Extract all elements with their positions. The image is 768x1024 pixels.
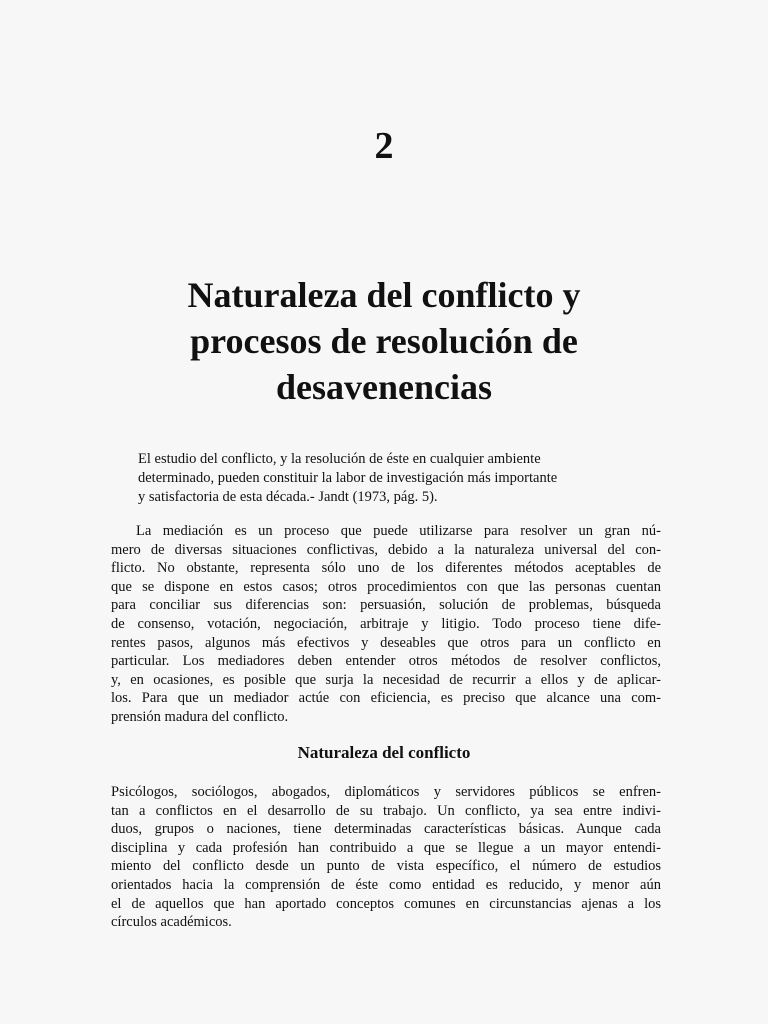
paragraph-line: el de aquellos que han aportado conceptos comunes en circunstancias ajenas a los [111, 895, 661, 912]
section-paragraph [111, 783, 661, 932]
paragraph-line: La mediación es un proceso que puede utilizarse para resolver un gran nú- [136, 523, 661, 539]
paragraph-line: para conciliar sus diferencias son: persuasión, solución de problemas, búsqueda [111, 597, 661, 614]
paragraph-line: prensión madura del conflicto. [111, 708, 289, 725]
paragraph-line: los. Para que un mediador actúe con eficiencia, es preciso que alcance una com- [111, 690, 661, 707]
section-heading: Naturaleza del conflicto [297, 743, 471, 762]
paragraph-line: flicto. No obstante, representa sólo uno de los diferentes métodos aceptables de [111, 560, 661, 577]
epigraph-line: El estudio del conflicto, y la resolución de éste en cualquier ambiente [138, 451, 541, 467]
paragraph-line: Psicólogos, sociólogos, abogados, diplomáticos y servidores públicos se enfren- [111, 784, 661, 800]
paragraph-line: mero de diversas situaciones conflictivas, debido a la naturaleza universal del con- [111, 541, 661, 558]
paragraph-line: rentes pasos, algunos más efectivos y deseables que otros para un conflicto en [111, 634, 661, 651]
chapter-title-line: Naturaleza del conflicto y [187, 275, 581, 315]
paragraph-line: orientados hacia la comprensión de éste como entidad es reducido, y menor aún [111, 876, 661, 893]
epigraph-line: determinado, pueden constituir la labor de investigación más importante [138, 470, 558, 486]
epigraph-line: y satisfactoria de esta década.- Jandt (1973, pág. 5). [138, 489, 438, 505]
paragraph-line: tan a conflictos en el desarrollo de su trabajo. Un conflicto, ya sea entre indivi- [111, 802, 661, 819]
paragraph-line: que se dispone en estos casos; otros procedimientos con que las personas cuentan [111, 578, 661, 595]
paragraph-line: círculos académicos. [111, 914, 232, 931]
paragraph-line: miento del conflicto desde un punto de vista específico, el número de estudios [111, 858, 661, 875]
paragraph-line: duos, grupos o naciones, tiene determinadas características básicas. Aunque cada [111, 821, 661, 838]
chapter-number: 2 [374, 125, 394, 167]
chapter-title-line: procesos de resolución de [190, 321, 578, 361]
epigraph [138, 450, 638, 507]
paragraph-line: de consenso, votación, negociación, arbitraje y litigio. Todo proceso tiene dife- [111, 615, 661, 632]
intro-paragraph [111, 522, 661, 727]
chapter-title [0, 272, 768, 410]
paragraph-line: y, en ocasiones, es posible que surja la necesidad de recurrir a ellos y de aplicar- [111, 671, 661, 688]
paragraph-line: disciplina y cada profesión han contribuido a que se llegue a un mayor entendi- [111, 839, 661, 856]
paragraph-line: particular. Los mediadores deben entender otros métodos de resolver conflictos, [111, 653, 661, 670]
chapter-title-line: desavenencias [276, 367, 492, 407]
